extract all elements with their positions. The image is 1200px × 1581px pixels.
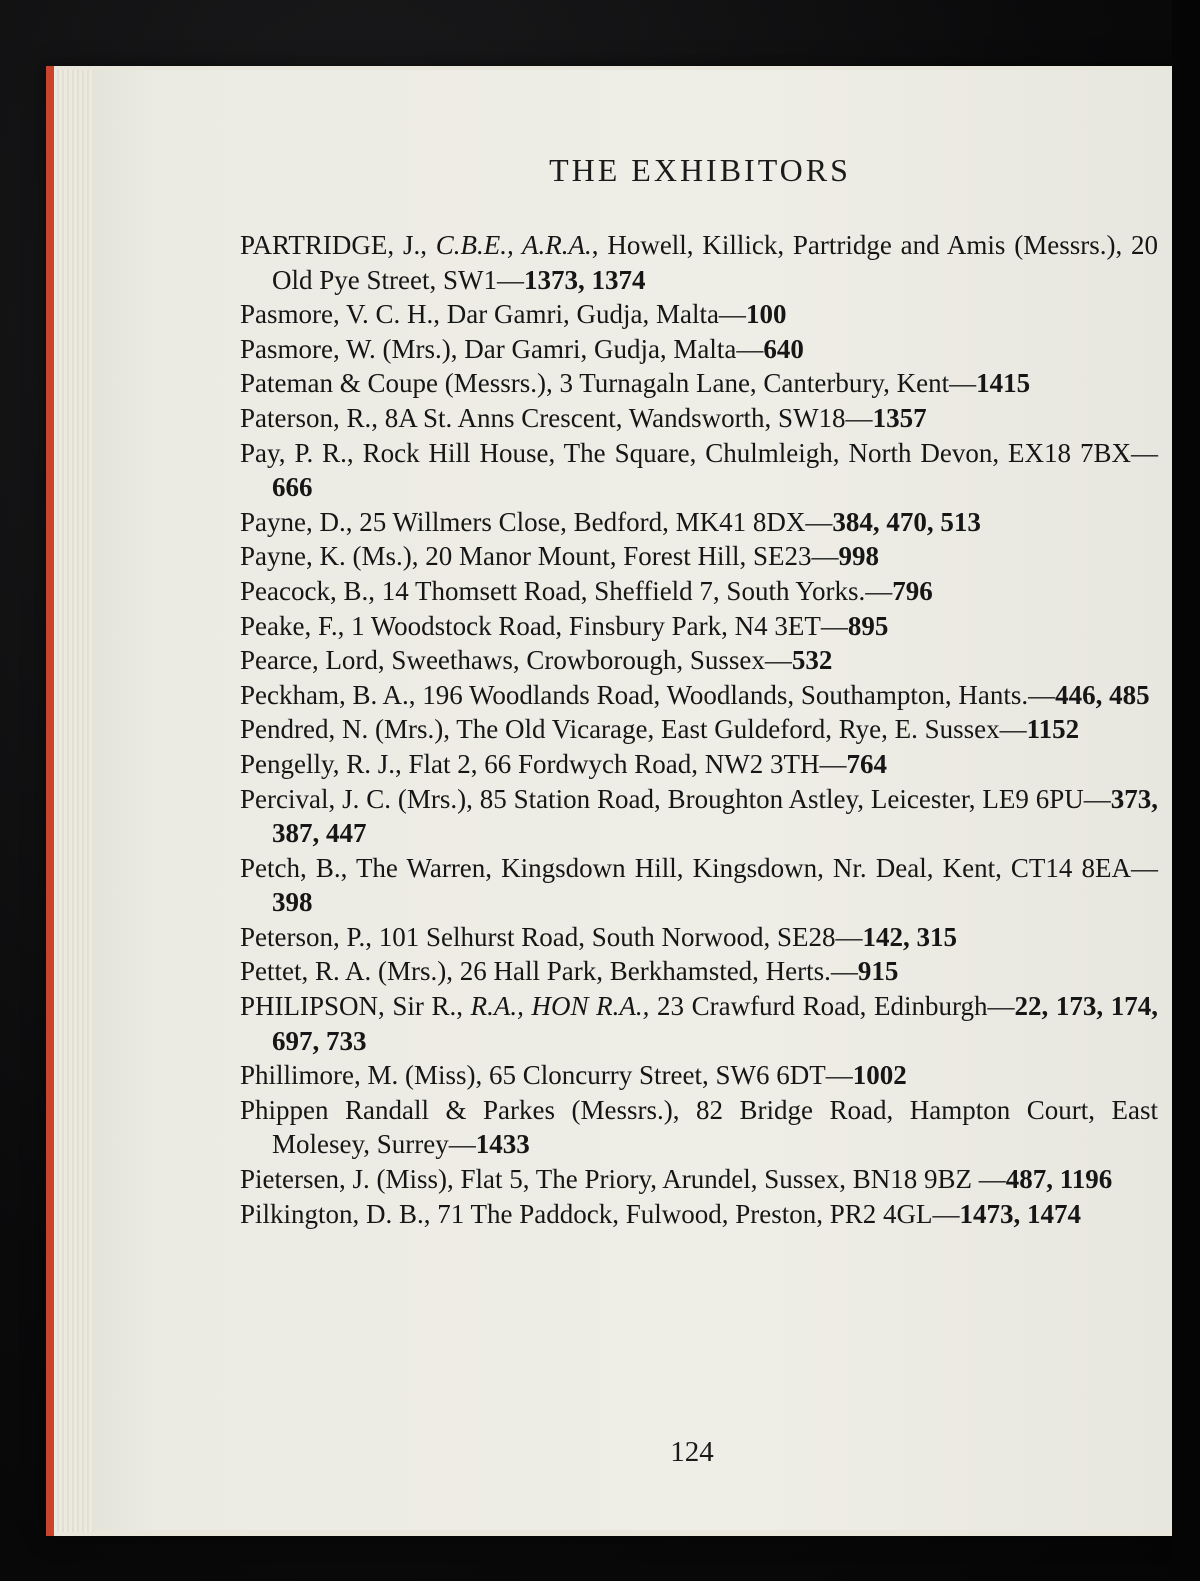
exhibitor-entry (240, 574, 1158, 609)
entry-text: Percival, J. C. (Mrs.), 85 Station Road, Broughton Astley, Leicester, LE9 6PU— (240, 783, 1111, 814)
catalogue-numbers: 398 (272, 887, 313, 918)
honours-text: C.B.E., A.R.A. (435, 230, 592, 260)
catalogue-numbers: 100 (745, 299, 787, 330)
exhibitor-entry (240, 1093, 1158, 1162)
exhibitor-entry (240, 332, 1158, 367)
catalogue-numbers: 446, 485 (1055, 679, 1150, 710)
catalogue-numbers: 1152 (1026, 714, 1080, 745)
exhibitor-entry (240, 505, 1158, 540)
exhibitor-entry (240, 297, 1158, 332)
catalogue-numbers: 1415 (976, 368, 1031, 399)
entry-text: Pendred, N. (Mrs.), The Old Vicarage, East Guldeford, Rye, E. Sussex— (240, 714, 1027, 745)
catalogue-numbers: 764 (846, 748, 887, 779)
catalogue-numbers: 532 (791, 645, 833, 676)
catalogue-numbers: 22, 173, 174, 697, 733 (272, 991, 1159, 1056)
catalogue-numbers: 895 (847, 610, 889, 641)
entry-text: PARTRIDGE, J., (240, 230, 436, 260)
entry-text: Pietersen, J. (Miss), Flat 5, The Priory, Arundel, Sussex, BN18 9BZ — (240, 1164, 1006, 1195)
entry-text: Petch, B., The Warren, Kingsdown Hill, Kingsdown, Nr. Deal, Kent, CT14 8EA— (240, 852, 1158, 883)
catalogue-numbers: 1357 (872, 402, 927, 433)
catalogue-numbers: 373, 387, 447 (272, 783, 1158, 849)
entry-text: Pilkington, D. B., 71 The Paddock, Fulwood, Preston, PR2 4GL— (240, 1198, 960, 1229)
right-dark-edge (1172, 0, 1200, 1581)
entry-text: PHILIPSON, Sir R., (240, 991, 471, 1022)
exhibitor-entry (240, 228, 1158, 297)
exhibitor-list (240, 228, 1158, 1231)
catalogue-numbers: 1002 (852, 1060, 907, 1091)
page-heading: THE EXHIBITORS (549, 152, 851, 188)
exhibitor-entry (240, 401, 1158, 436)
exhibitor-entry (240, 609, 1158, 644)
exhibitor-entry (240, 643, 1158, 678)
entry-text: Peake, F., 1 Woodstock Road, Finsbury Park, N4 3ET— (240, 610, 848, 641)
entry-text: 23 Crawfurd Road, Edinburgh— (649, 991, 1015, 1022)
catalogue-numbers: 1433 (475, 1129, 530, 1160)
catalogue-numbers: 142, 315 (862, 921, 958, 952)
exhibitor-entry (240, 782, 1158, 851)
page-number: 124 (670, 1436, 714, 1468)
exhibitor-entry (240, 1162, 1158, 1197)
entry-text: Pettet, R. A. (Mrs.), 26 Hall Park, Berkhamsted, Herts.— (240, 956, 858, 987)
honours-text: R.A., HON R.A., (470, 991, 650, 1022)
exhibitor-entry (240, 539, 1158, 574)
entry-text: Phippen Randall & Parkes (Messrs.), 82 Bridge Road, Hampton Court, East Molesey, Surrey— (240, 1094, 1158, 1160)
entry-text: Pearce, Lord, Sweethaws, Crowborough, Sussex— (240, 645, 792, 676)
exhibitor-entry (240, 851, 1158, 920)
exhibitor-entry (240, 747, 1158, 782)
exhibitor-entry (240, 954, 1158, 989)
entry-text: Peckham, B. A., 196 Woodlands Road, Woodlands, Southampton, Hants.— (240, 679, 1056, 710)
entry-text: Pengelly, R. J., Flat 2, 66 Fordwych Road, NW2 3TH— (240, 748, 847, 779)
catalogue-numbers: 998 (838, 541, 879, 572)
exhibitor-entry (240, 712, 1158, 747)
entry-text: Phillimore, M. (Miss), 65 Cloncurry Street, SW6 6DT— (240, 1060, 853, 1091)
entry-text: Pay, P. R., Rock Hill House, The Square, Chulmleigh, North Devon, EX18 7BX— (240, 437, 1158, 468)
entry-text: , Howell, Killick, Partridge and Amis (Messrs.), 20 Old Pye Street, SW1— (272, 230, 1158, 295)
catalogue-numbers: 915 (857, 956, 899, 987)
exhibitor-entry (240, 436, 1158, 505)
entry-text: Payne, D., 25 Willmers Close, Bedford, MK41 8DX— (240, 506, 833, 537)
catalogue-numbers: 487, 1196 (1005, 1164, 1113, 1195)
catalogue-numbers: 1373, 1374 (523, 264, 646, 295)
entry-text: Pateman & Coupe (Messrs.), 3 Turnagaln Lane, Canterbury, Kent— (240, 368, 977, 399)
exhibitor-entry (240, 920, 1158, 955)
exhibitor-entry (240, 1058, 1158, 1093)
catalogue-numbers: 640 (763, 333, 804, 364)
entry-text: Peterson, P., 101 Selhurst Road, South Norwood, SE28— (240, 921, 863, 952)
catalogue-numbers: 796 (892, 575, 933, 606)
entry-text: Paterson, R., 8A St. Anns Crescent, Wandsworth, SW18— (240, 402, 873, 433)
entry-text: Pasmore, W. (Mrs.), Dar Gamri, Gudja, Malta— (240, 333, 764, 364)
exhibitor-entry (240, 989, 1158, 1058)
exhibitor-entry (240, 366, 1158, 401)
catalogue-numbers: 1473, 1474 (959, 1198, 1082, 1229)
entry-text: Peacock, B., 14 Thomsett Road, Sheffield 7, South Yorks.— (240, 575, 893, 606)
catalogue-numbers: 384, 470, 513 (832, 506, 981, 537)
exhibitor-entry (240, 1197, 1158, 1232)
exhibitor-entry (240, 678, 1158, 713)
entry-text: Pasmore, V. C. H., Dar Gamri, Gudja, Malta— (240, 299, 746, 330)
entry-text: Payne, K. (Ms.), 20 Manor Mount, Forest Hill, SE23— (240, 541, 839, 572)
catalogue-numbers: 666 (272, 472, 313, 503)
page-edges (54, 70, 94, 1532)
